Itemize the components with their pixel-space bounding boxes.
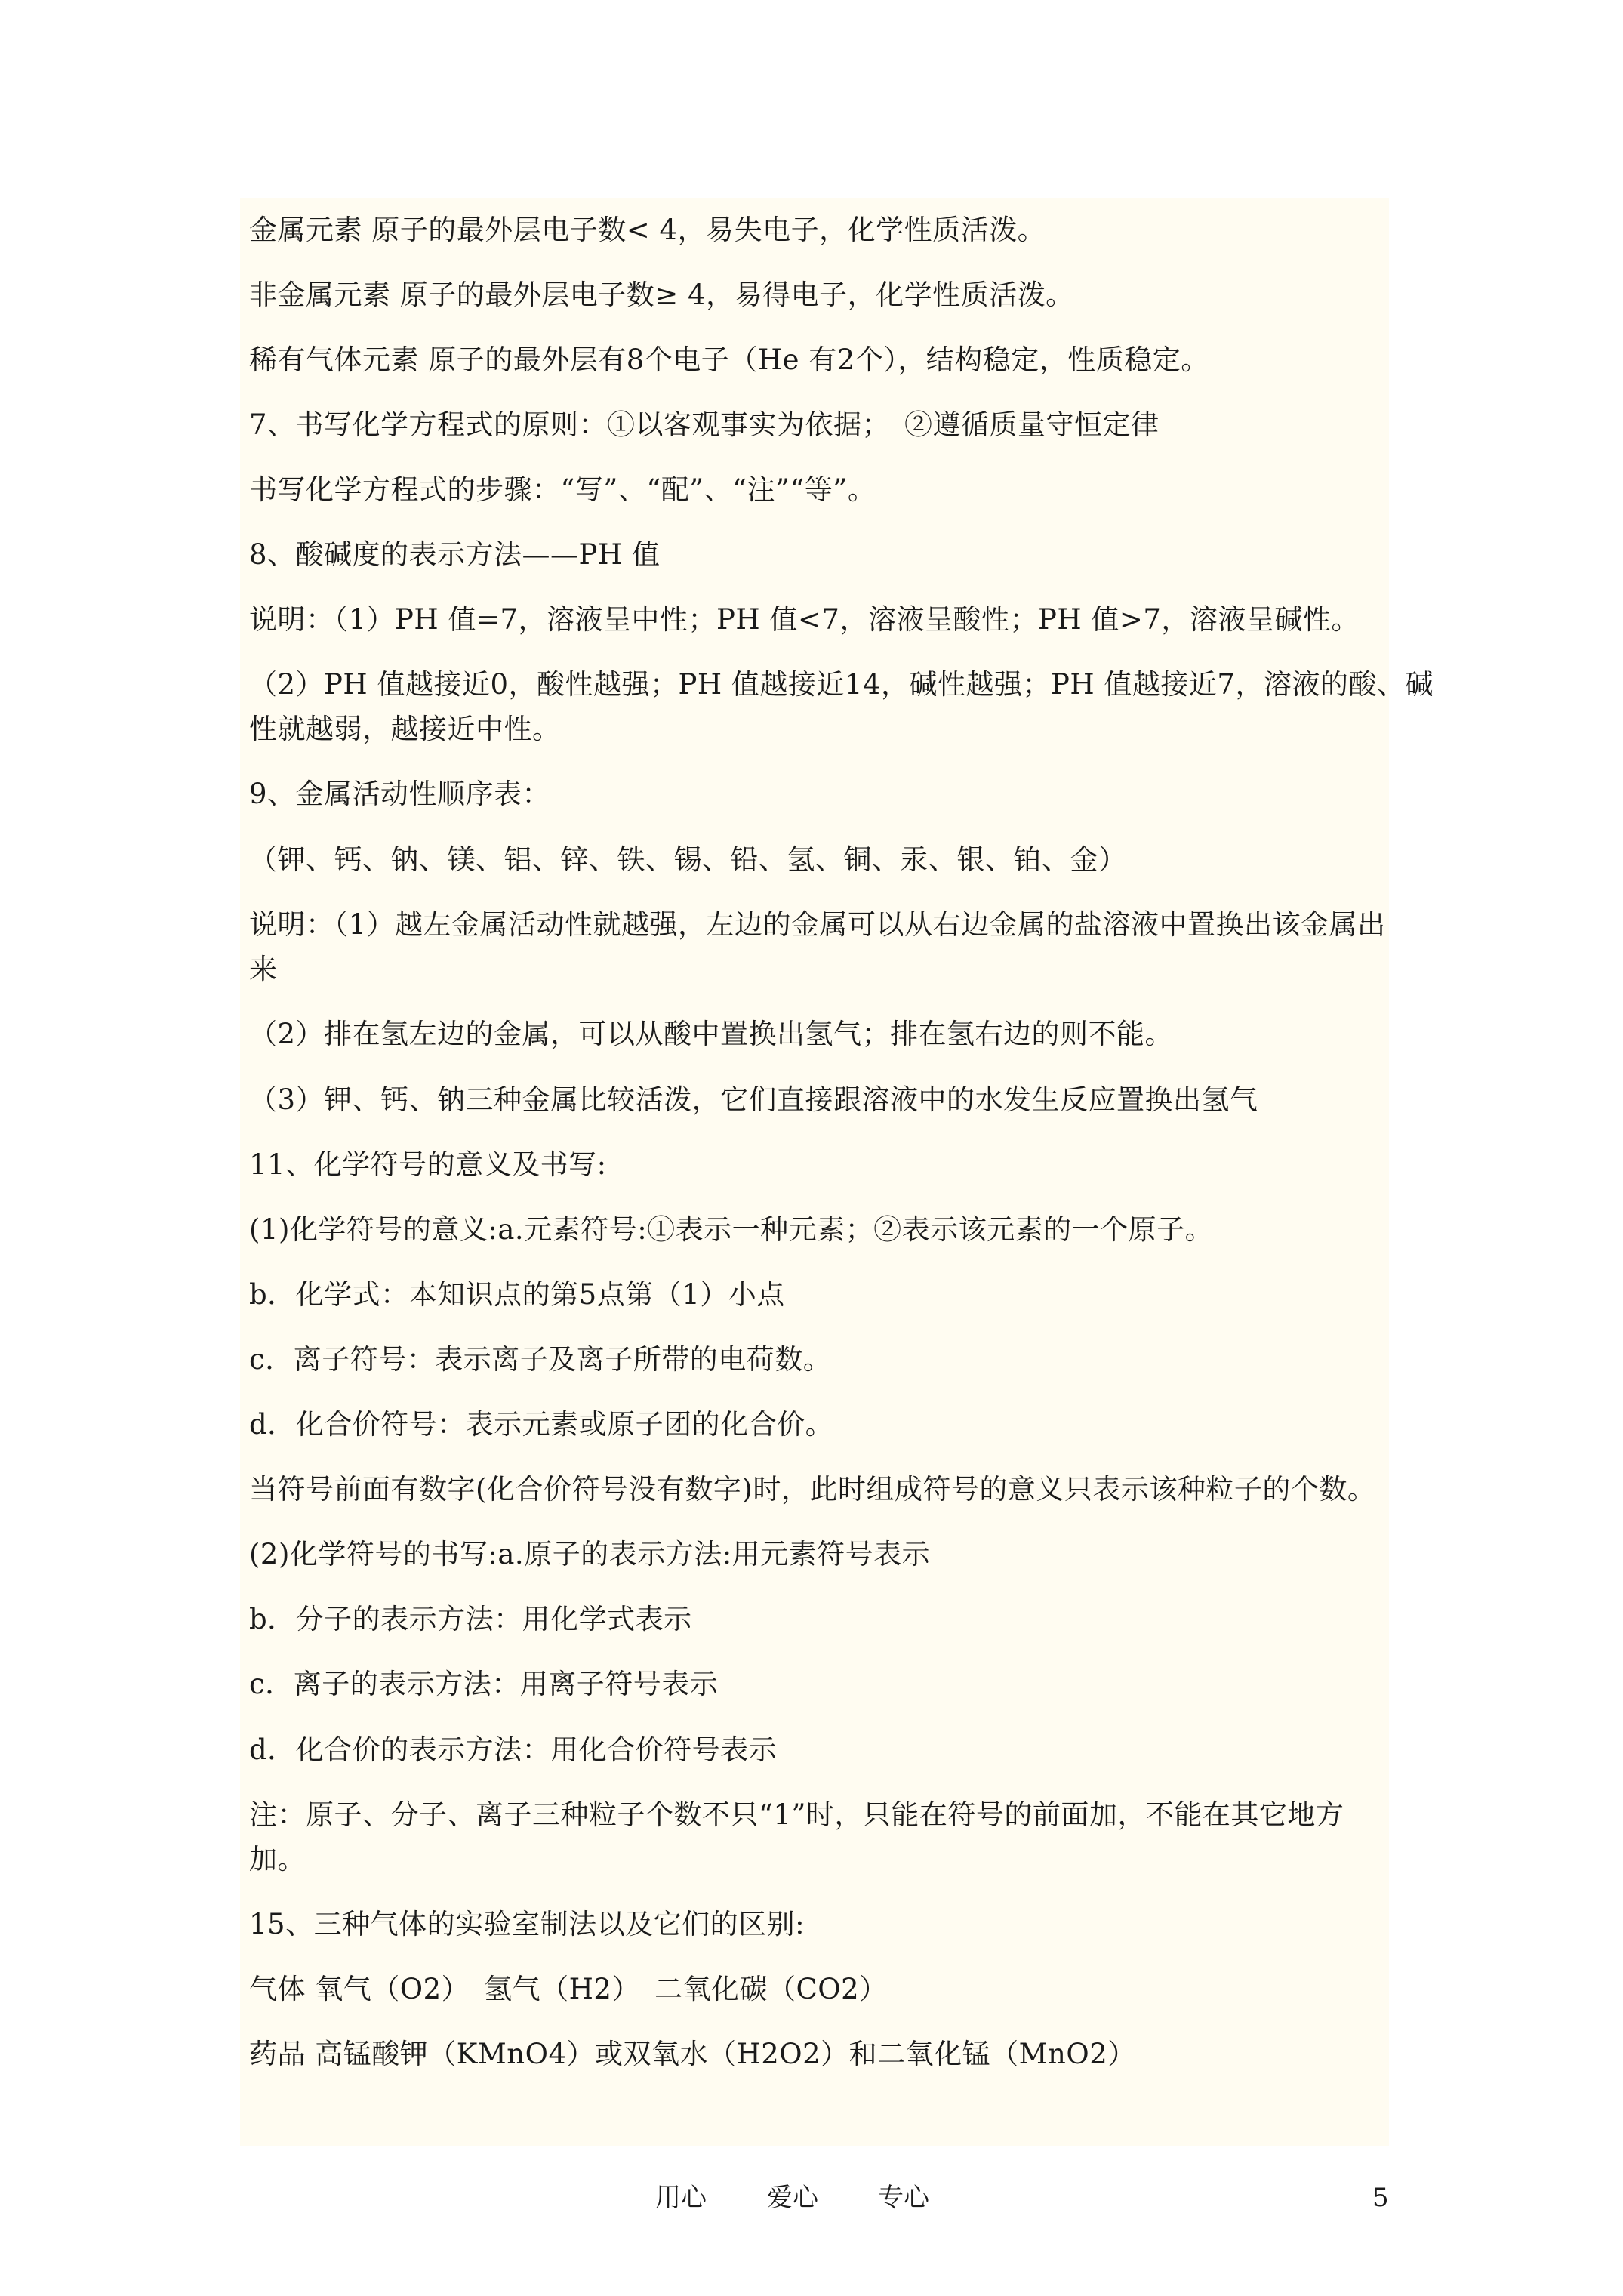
text-line-23: b．分子的表示方法：用化学式表示	[249, 1603, 692, 1635]
text-line-30: 药品 高锰酸钾（KMnO4）或双氧水（H2O2）和二氧化锰（MnO2）	[249, 2038, 1136, 2070]
text-line-18: b．化学式：本知识点的第5点第（1）小点	[249, 1278, 785, 1311]
text-line-10: 9、金属活动性顺序表：	[249, 778, 551, 810]
text-line-15: （3）钾、钙、钠三种金属比较活泼，它们直接跟溶液中的水发生反应置换出氢气	[249, 1083, 1258, 1116]
text-line-1: 金属元素 原子的最外层电子数< 4，易失电子，化学性质活泼。	[249, 214, 1046, 246]
text-line-22: (2)化学符号的书写:a.原子的表示方法:用元素符号表示	[249, 1538, 931, 1570]
footer-text-2: 爱心	[767, 2183, 818, 2213]
text-line-12: 说明：（1）越左金属活动性就越强，左边的金属可以从右边金属的盐溶液中置换出该金属出	[249, 908, 1386, 941]
text-line-19: c．离子符号：表示离子及离子所带的电荷数。	[249, 1343, 832, 1376]
text-line-8: （2）PH 值越接近0，酸性越强；PH 值越接近14，碱性越强；PH 值越接近7，溶液的酸、碱	[249, 668, 1434, 701]
text-line-6: 8、酸碱度的表示方法——PH 值	[249, 538, 661, 571]
text-line-9: 性就越弱，越接近中性。	[249, 713, 561, 745]
text-line-14: （2）排在氢左边的金属，可以从酸中置换出氢气；排在氢右边的则不能。	[249, 1018, 1174, 1050]
footer-text-3: 专心	[878, 2183, 929, 2213]
text-line-7: 说明：（1）PH 值=7，溶液呈中性；PH 值<7，溶液呈酸性；PH 值>7，溶液呈碱性。	[249, 603, 1360, 636]
text-line-27: 加。	[249, 1843, 306, 1875]
text-line-28: 15、三种气体的实验室制法以及它们的区别:	[249, 1908, 805, 1940]
text-line-26: 注：原子、分子、离子三种粒子个数不只“1”时，只能在符号的前面加，不能在其它地方	[249, 1798, 1344, 1831]
text-line-16: 11、化学符号的意义及书写:	[249, 1148, 607, 1181]
text-line-11: （钾、钙、钠、镁、铝、锌、铁、锡、铅、氢、铜、汞、银、铂、金）	[249, 843, 1127, 876]
text-line-3: 稀有气体元素 原子的最外层有8个电子（He 有2个），结构稳定，性质稳定。	[249, 344, 1209, 376]
text-line-17: (1)化学符号的意义:a.元素符号:①表示一种元素；②表示该元素的一个原子。	[249, 1213, 1214, 1246]
text-line-20: d．化合价符号：表示元素或原子团的化合价。	[249, 1408, 834, 1441]
text-line-29: 气体 氧气（O2） 氢气（H2） 二氧化碳（CO2）	[249, 1973, 888, 2005]
text-line-5: 书写化学方程式的步骤：“写”、“配”、“注”“等”。	[249, 473, 876, 506]
text-line-13: 来	[249, 953, 278, 985]
text-line-25: d．化合价的表示方法：用化合价符号表示	[249, 1734, 778, 1766]
footer-text-1: 用心	[655, 2183, 707, 2213]
text-line-4: 7、书写化学方程式的原则：①以客观事实为依据； ②遵循质量守恒定律	[249, 408, 1160, 441]
text-line-24: c．离子的表示方法：用离子符号表示	[249, 1668, 719, 1700]
text-line-2: 非金属元素 原子的最外层电子数≥ 4，易得电子，化学性质活泼。	[249, 279, 1074, 311]
text-line-21: 当符号前面有数字(化合价符号没有数字)时，此时组成符号的意义只表示该种粒子的个数。	[249, 1473, 1376, 1505]
page-number: 5	[1372, 2183, 1389, 2213]
